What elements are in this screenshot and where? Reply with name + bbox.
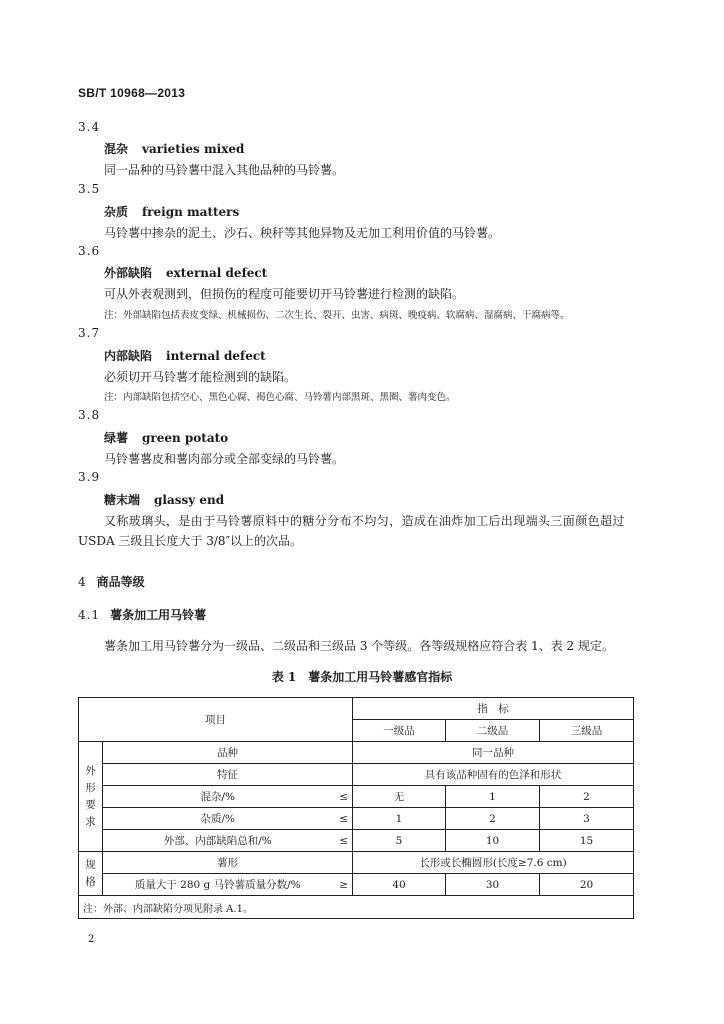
row-label: 特征	[103, 764, 353, 786]
term-en: freign matters	[142, 205, 240, 219]
term-title	[104, 140, 244, 157]
grade-2-value: 30	[446, 874, 540, 896]
term-number: 3.4	[78, 120, 101, 134]
grade-3-value: 15	[540, 830, 634, 852]
term-zh: 绿薯	[104, 431, 129, 445]
group-spec-label	[79, 852, 103, 896]
term-definition: 马铃薯薯皮和薯肉部分或全部变绿的马铃薯。	[104, 452, 345, 466]
row-label: 杂质/%	[103, 808, 333, 830]
term-definition: 又称玻璃头，是由于马铃薯原料中的糖分分布不均匀，造成在油炸加工后出现端头三面颜色超过	[104, 514, 625, 528]
term-zh: 杂质	[104, 205, 129, 219]
section-title: 商品等级	[96, 575, 145, 589]
term-definition: 必须切开马铃薯才能检测到的缺陷。	[104, 370, 297, 384]
term-title	[104, 264, 267, 281]
page-number: 2	[88, 934, 95, 945]
term-definition: 同一品种的马铃薯中混入其他品种的马铃薯。	[104, 163, 345, 177]
row-label: 混杂/%	[103, 786, 333, 808]
table-caption: 表 1 薯条加工用马铃薯感官指标	[271, 670, 453, 684]
row-value: 具有该品种固有的色泽和形状	[353, 764, 634, 786]
term-en: glassy end	[154, 493, 225, 507]
grade-1-value: 40	[353, 874, 446, 896]
row-operator: ≤	[333, 786, 353, 808]
term-en: green potato	[142, 431, 229, 445]
term-en: internal defect	[166, 349, 266, 363]
row-label: 外部、内部缺陷总和/%	[103, 830, 333, 852]
term-number: 3.5	[78, 182, 101, 196]
grade-1-header: 一级品	[353, 720, 446, 742]
term-zh: 混杂	[104, 142, 129, 156]
row-label: 薯形	[103, 852, 353, 874]
row-label: 品种	[103, 742, 353, 764]
row-value: 长形或长椭圆形(长度≥7.6 cm)	[353, 852, 634, 874]
grade-2-header: 二级品	[446, 720, 540, 742]
section-heading	[78, 573, 145, 590]
row-label: 质量大于 280 g 马铃薯质量分数/%	[103, 874, 333, 896]
table-header-index: 指 标	[353, 698, 634, 720]
term-definition: 可从外表观测到，但损伤的程度可能要切开马铃薯进行检测的缺陷。	[104, 287, 465, 301]
table-header-item: 项目	[79, 698, 353, 742]
grade-3-header: 三级品	[540, 720, 634, 742]
group-appearance-label	[79, 742, 103, 852]
term-en: external defect	[166, 266, 268, 280]
row-operator: ≤	[333, 830, 353, 852]
term-title	[104, 347, 266, 364]
grade-2-value: 1	[446, 786, 540, 808]
term-title	[104, 429, 228, 446]
sensory-index-table	[78, 697, 634, 919]
row-operator: ≤	[333, 808, 353, 830]
term-zh: 糖末端	[104, 493, 141, 507]
term-en: varieties mixed	[142, 142, 245, 156]
section-number: 4	[78, 575, 87, 589]
term-number: 3.7	[78, 326, 101, 340]
paragraph: 薯条加工用马铃薯分为一级品、二级品和三级品 3 个等级。各等级规格应符合表 1、表 2 规定。	[104, 639, 614, 653]
grade-3-value: 20	[540, 874, 634, 896]
term-number: 3.8	[78, 408, 101, 422]
table-note: 注：外部、内部缺陷分项见附录 A.1。	[79, 896, 634, 919]
row-operator: ≥	[333, 874, 353, 896]
grade-3-value: 3	[540, 808, 634, 830]
subsection-heading	[78, 606, 206, 623]
term-zh: 内部缺陷	[104, 349, 153, 363]
group-appearance-text: 外形要求	[85, 764, 96, 828]
row-value: 同一品种	[353, 742, 634, 764]
term-title	[104, 491, 224, 508]
term-number: 3.9	[78, 470, 101, 484]
term-definition: 马铃薯中掺杂的泥土、沙石、秧秆等其他异物及无加工利用价值的马铃薯。	[104, 226, 501, 240]
grade-3-value: 2	[540, 786, 634, 808]
term-note: 注：内部缺陷包括空心、黑色心腐、褐色心腐、马铃薯内部黑斑、黑圈、薯肉变色。	[104, 392, 456, 403]
term-title	[104, 203, 239, 220]
document-code: SB/T 10968—2013	[78, 86, 186, 100]
term-definition-continued: USDA 三级且长度大于 3/8″以上的次品。	[78, 534, 303, 548]
grade-1-value: 5	[353, 830, 446, 852]
group-spec-text: 规格	[85, 858, 96, 888]
term-zh: 外部缺陷	[104, 266, 153, 280]
grade-2-value: 2	[446, 808, 540, 830]
subsection-title: 薯条加工用马铃薯	[110, 608, 207, 622]
term-note: 注：外部缺陷包括表皮变绿、机械损伤、二次生长、裂开、虫害、病斑、晚疫病、软腐病、湿腐病、干腐病等。	[104, 310, 570, 321]
grade-2-value: 10	[446, 830, 540, 852]
grade-1-value: 无	[353, 786, 446, 808]
subsection-number: 4.1	[78, 608, 101, 622]
term-number: 3.6	[78, 244, 101, 258]
grade-1-value: 1	[353, 808, 446, 830]
